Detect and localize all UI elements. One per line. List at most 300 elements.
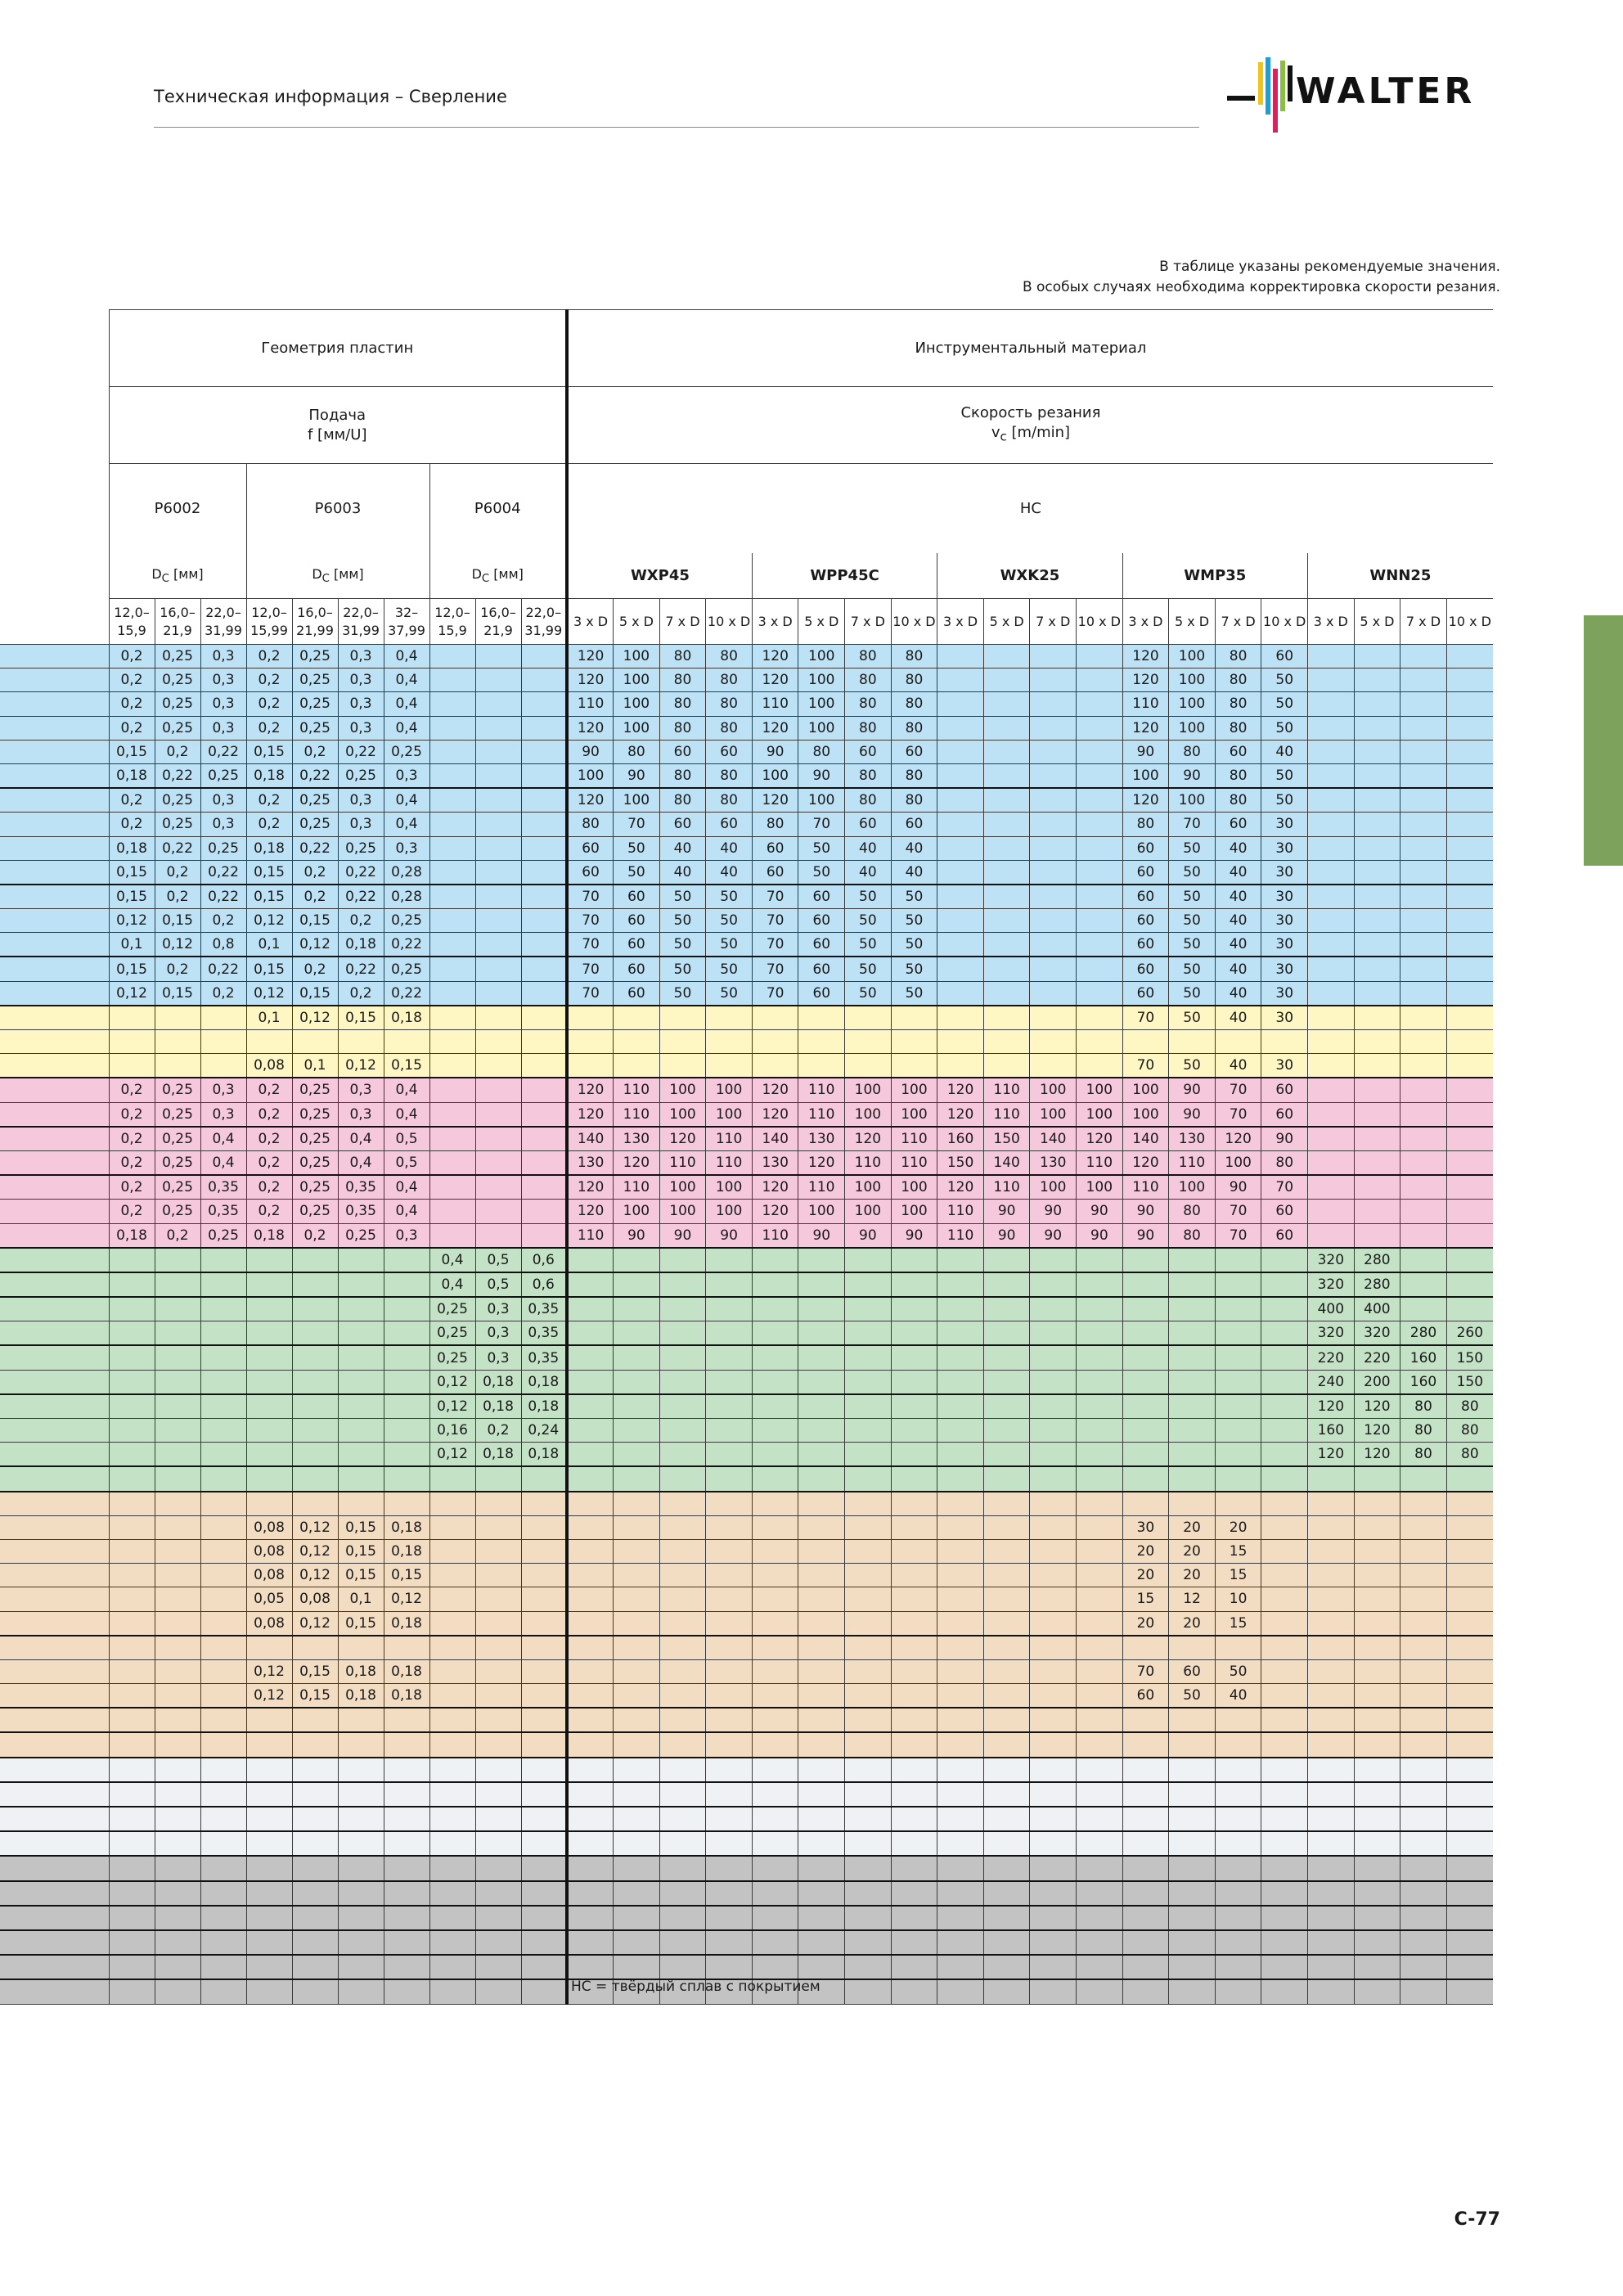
table-cell: 40 <box>706 860 753 885</box>
table-cell: 50 <box>1261 692 1308 716</box>
depth-4: 10 x D <box>891 599 937 645</box>
table-cell <box>1077 1906 1123 1930</box>
table-cell <box>1446 1930 1493 1955</box>
table-cell <box>659 1564 706 1587</box>
table-cell: 0,25 <box>155 1127 200 1151</box>
table-cell <box>1030 1345 1077 1370</box>
table-cell <box>109 1807 155 1831</box>
table-cell: 30 <box>1261 933 1308 957</box>
table-cell <box>475 1030 521 1054</box>
table-cell <box>1077 1030 1123 1054</box>
table-cell <box>1122 1466 1169 1491</box>
table-cell <box>521 740 567 763</box>
table-cell <box>200 1979 246 2004</box>
table-cell <box>798 1564 845 1587</box>
table-cell <box>1308 957 1355 981</box>
table-row <box>0 1223 1493 1248</box>
table-cell <box>475 1515 521 1539</box>
table-cell <box>1077 1659 1123 1683</box>
table-cell: 0,15 <box>338 1611 384 1636</box>
table-cell <box>1030 1321 1077 1346</box>
table-cell <box>1446 1006 1493 1030</box>
table-cell: 0,25 <box>155 1078 200 1102</box>
table-cell <box>983 1321 1030 1346</box>
table-cell <box>1030 1248 1077 1272</box>
table-cell <box>1354 1006 1400 1030</box>
table-cell: 140 <box>983 1150 1030 1175</box>
table-cell: 130 <box>752 1150 798 1175</box>
table-cell <box>1077 1930 1123 1955</box>
row-label-cell <box>0 1443 109 1467</box>
table-cell: 50 <box>845 909 892 933</box>
table-cell: 80 <box>1446 1443 1493 1467</box>
table-cell <box>1122 1248 1169 1272</box>
table-cell <box>384 1636 429 1660</box>
table-cell <box>845 1708 892 1732</box>
table-cell: 110 <box>983 1078 1030 1102</box>
table-cell <box>1354 1684 1400 1708</box>
table-cell <box>1446 1030 1493 1054</box>
table-cell <box>798 1539 845 1563</box>
table-cell: 0,2 <box>155 740 200 763</box>
table-cell <box>845 1587 892 1611</box>
table-cell <box>937 1443 984 1467</box>
table-cell <box>1400 716 1447 740</box>
geometry-title: Геометрия пластин <box>109 310 567 387</box>
table-cell <box>384 1758 429 1782</box>
table-cell <box>752 1930 798 1955</box>
table-cell <box>384 1297 429 1321</box>
table-cell <box>200 1006 246 1030</box>
table-cell: 60 <box>891 740 937 763</box>
table-cell: 120 <box>567 1078 614 1102</box>
table-cell <box>1354 1030 1400 1054</box>
table-cell <box>200 1345 246 1370</box>
table-cell: 60 <box>1261 1078 1308 1102</box>
table-cell: 0,4 <box>384 669 429 692</box>
table-cell: 90 <box>891 1223 937 1248</box>
table-cell <box>659 1881 706 1906</box>
table-cell <box>891 1831 937 1856</box>
table-cell <box>752 1272 798 1297</box>
table-cell <box>109 1272 155 1297</box>
table-cell: 60 <box>567 860 614 885</box>
table-cell <box>429 1955 475 1979</box>
table-cell: 50 <box>1169 981 1216 1006</box>
table-cell <box>1215 1345 1261 1370</box>
table-cell <box>200 1684 246 1708</box>
table-cell: 80 <box>891 692 937 716</box>
table-cell <box>475 1078 521 1102</box>
table-cell <box>1308 1636 1355 1660</box>
note <box>1023 257 1500 298</box>
table-cell: 0,18 <box>475 1443 521 1467</box>
table-cell <box>1077 1684 1123 1708</box>
table-cell <box>1030 1443 1077 1467</box>
table-cell <box>1169 1370 1216 1394</box>
table-cell <box>155 1370 200 1394</box>
table-cell <box>200 1297 246 1321</box>
table-cell <box>798 1272 845 1297</box>
table-cell <box>1400 1297 1447 1321</box>
table-cell: 60 <box>659 813 706 836</box>
hc-label: HC <box>567 464 1493 554</box>
table-cell: 140 <box>1030 1127 1077 1151</box>
table-cell: 160 <box>1308 1419 1355 1443</box>
table-cell <box>338 1732 384 1757</box>
table-cell <box>292 1636 338 1660</box>
table-cell: 0,8 <box>200 933 246 957</box>
table-cell: 90 <box>1169 763 1216 788</box>
table-cell: 0,18 <box>384 1684 429 1708</box>
table-cell: 0,35 <box>521 1321 567 1346</box>
table-cell: 90 <box>1215 1175 1261 1200</box>
table-cell <box>1308 1515 1355 1539</box>
footnote: HC = твёрдый сплав с покрытием <box>571 1979 820 1995</box>
table-cell <box>1122 1906 1169 1930</box>
table-cell <box>429 1881 475 1906</box>
table-cell <box>1400 836 1447 860</box>
table-cell <box>109 1466 155 1491</box>
table-cell: 120 <box>659 1127 706 1151</box>
table-row <box>0 1272 1493 1297</box>
table-cell <box>1308 1492 1355 1516</box>
table-cell <box>475 1684 521 1708</box>
table-cell <box>1030 1684 1077 1708</box>
table-cell <box>521 1466 567 1491</box>
table-cell: 100 <box>891 1102 937 1127</box>
table-cell <box>384 1248 429 1272</box>
table-cell <box>1030 981 1077 1006</box>
table-cell: 160 <box>937 1127 984 1151</box>
table-cell: 70 <box>1122 1659 1169 1683</box>
row-label-cell <box>0 1732 109 1757</box>
table-cell <box>429 1684 475 1708</box>
table-cell: 0,6 <box>521 1248 567 1272</box>
table-cell <box>429 1708 475 1732</box>
table-cell <box>752 1564 798 1587</box>
table-cell <box>429 1078 475 1102</box>
table-cell <box>567 1930 614 1955</box>
table-cell <box>521 1611 567 1636</box>
table-cell <box>706 1443 753 1467</box>
table-cell <box>429 1659 475 1683</box>
table-cell <box>706 1564 753 1587</box>
table-cell: 0,15 <box>338 1564 384 1587</box>
table-cell: 30 <box>1261 813 1308 836</box>
table-cell <box>891 1030 937 1054</box>
row-label-cell <box>0 1345 109 1370</box>
table-cell: 80 <box>706 716 753 740</box>
table-cell <box>659 1394 706 1419</box>
table-cell: 0,2 <box>155 957 200 981</box>
table-cell <box>429 1564 475 1587</box>
table-cell: 0,22 <box>292 836 338 860</box>
table-cell <box>1308 763 1355 788</box>
table-cell: 60 <box>798 933 845 957</box>
table-cell: 100 <box>1122 1102 1169 1127</box>
table-cell: 0,25 <box>155 788 200 813</box>
table-cell: 90 <box>706 1223 753 1248</box>
table-cell <box>1261 1030 1308 1054</box>
table-cell <box>1354 1539 1400 1563</box>
table-cell <box>1400 1492 1447 1516</box>
table-cell <box>384 1955 429 1979</box>
table-cell <box>292 1419 338 1443</box>
table-cell <box>1354 1611 1400 1636</box>
table-cell <box>937 1370 984 1394</box>
table-cell <box>1261 1587 1308 1611</box>
table-cell <box>521 1807 567 1831</box>
table-cell <box>475 860 521 885</box>
table-cell <box>1077 1708 1123 1732</box>
table-cell <box>155 1587 200 1611</box>
table-cell <box>752 1054 798 1078</box>
table-cell <box>200 1248 246 1272</box>
table-cell <box>798 1370 845 1394</box>
table-cell: 280 <box>1354 1248 1400 1272</box>
table-cell <box>614 1539 660 1563</box>
table-cell: 60 <box>798 957 845 981</box>
table-cell <box>567 1515 614 1539</box>
table-cell: 0,4 <box>200 1150 246 1175</box>
table-cell <box>246 1345 292 1370</box>
table-cell: 0,15 <box>338 1539 384 1563</box>
table-cell <box>338 1708 384 1732</box>
table-cell: 80 <box>891 716 937 740</box>
table-cell: 100 <box>1169 669 1216 692</box>
table-cell <box>475 669 521 692</box>
table-cell <box>752 1394 798 1419</box>
table-cell <box>1354 1223 1400 1248</box>
table-cell <box>429 957 475 981</box>
table-cell <box>614 1611 660 1636</box>
table-cell <box>521 1708 567 1732</box>
table-cell <box>521 1078 567 1102</box>
table-cell <box>983 1443 1030 1467</box>
depth-1: 3 x D <box>567 599 614 645</box>
table-cell <box>475 1466 521 1491</box>
table-cell <box>429 645 475 669</box>
table-cell <box>429 1175 475 1200</box>
table-cell <box>798 1492 845 1516</box>
table-row <box>0 1684 1493 1708</box>
table-cell: 80 <box>1215 716 1261 740</box>
table-cell <box>891 1297 937 1321</box>
table-cell <box>1446 957 1493 981</box>
table-cell: 120 <box>752 716 798 740</box>
table-cell <box>567 1272 614 1297</box>
table-cell: 60 <box>614 909 660 933</box>
table-cell <box>475 1636 521 1660</box>
table-cell <box>983 933 1030 957</box>
table-row <box>0 1732 1493 1757</box>
table-cell <box>891 1906 937 1930</box>
table-cell <box>798 1906 845 1930</box>
table-cell: 100 <box>1169 1175 1216 1200</box>
table-cell: 30 <box>1261 860 1308 885</box>
table-cell <box>798 1732 845 1757</box>
table-cell <box>1308 1906 1355 1930</box>
table-cell <box>937 1782 984 1807</box>
table-cell <box>1446 1856 1493 1880</box>
table-cell <box>798 1831 845 1856</box>
table-cell: 70 <box>752 981 798 1006</box>
table-cell <box>521 1659 567 1683</box>
table-cell <box>614 1370 660 1394</box>
table-cell: 0,22 <box>155 836 200 860</box>
table-cell: 90 <box>1122 740 1169 763</box>
table-cell: 140 <box>752 1127 798 1151</box>
table-cell <box>1446 1587 1493 1611</box>
table-cell <box>798 1297 845 1321</box>
table-row <box>0 957 1493 981</box>
table-cell <box>983 692 1030 716</box>
table-cell: 0,18 <box>384 1611 429 1636</box>
table-cell <box>614 1881 660 1906</box>
table-cell: 80 <box>845 645 892 669</box>
table-row <box>0 692 1493 716</box>
table-cell: 0,18 <box>384 1539 429 1563</box>
table-cell: 50 <box>1169 860 1216 885</box>
table-cell <box>983 1515 1030 1539</box>
table-cell: 0,18 <box>246 763 292 788</box>
table-cell: 0,35 <box>521 1345 567 1370</box>
table-cell: 10 <box>1215 1587 1261 1611</box>
table-cell: 120 <box>1122 669 1169 692</box>
table-cell: 110 <box>937 1223 984 1248</box>
table-cell <box>567 1636 614 1660</box>
table-cell <box>1215 1758 1261 1782</box>
table-cell <box>475 1150 521 1175</box>
table-cell: 80 <box>891 763 937 788</box>
table-cell <box>1077 1370 1123 1394</box>
row-label-cell <box>0 1321 109 1346</box>
table-cell <box>706 1466 753 1491</box>
table-row <box>0 1831 1493 1856</box>
table-cell <box>384 1979 429 2004</box>
table-cell <box>521 1102 567 1127</box>
table-cell <box>1261 1345 1308 1370</box>
table-cell: 0,2 <box>109 1102 155 1127</box>
table-cell: 90 <box>614 1223 660 1248</box>
speed-header: Скорость резания $v_c$ [m/min] <box>567 387 1493 464</box>
table-cell <box>798 1881 845 1906</box>
table-cell <box>1400 788 1447 813</box>
table-cell <box>937 1492 984 1516</box>
table-cell: 0,12 <box>429 1443 475 1467</box>
cutting-data-table-wrap <box>0 309 1493 2005</box>
table-cell: 0,18 <box>246 836 292 860</box>
table-cell: 0,22 <box>292 763 338 788</box>
row-label-cell <box>0 763 109 788</box>
table-cell <box>937 981 984 1006</box>
table-row <box>0 1078 1493 1102</box>
row-label-cell <box>0 1684 109 1708</box>
table-cell <box>1446 885 1493 909</box>
table-cell <box>246 1297 292 1321</box>
table-cell <box>1400 1979 1447 2004</box>
table-cell <box>752 1732 798 1757</box>
table-cell: 120 <box>1122 716 1169 740</box>
table-cell <box>475 1732 521 1757</box>
table-cell <box>1400 1515 1447 1539</box>
table-cell <box>109 1297 155 1321</box>
table-cell <box>521 1175 567 1200</box>
table-cell <box>246 1419 292 1443</box>
table-cell: 0,2 <box>246 1078 292 1102</box>
table-cell <box>1446 1636 1493 1660</box>
table-cell: 0,2 <box>292 860 338 885</box>
table-cell <box>475 1054 521 1078</box>
table-row <box>0 1515 1493 1539</box>
table-cell <box>1261 1515 1308 1539</box>
table-cell <box>798 1782 845 1807</box>
table-cell <box>706 1370 753 1394</box>
table-cell: 0,2 <box>109 645 155 669</box>
grade-wnn25: WNN25 <box>1308 553 1493 599</box>
table-cell <box>1122 1370 1169 1394</box>
table-cell <box>937 1611 984 1636</box>
table-cell <box>1030 860 1077 885</box>
table-cell: 15 <box>1215 1611 1261 1636</box>
table-cell: 0,4 <box>338 1150 384 1175</box>
table-cell <box>937 1659 984 1683</box>
table-cell <box>1354 669 1400 692</box>
table-cell <box>937 1684 984 1708</box>
table-cell <box>659 1370 706 1394</box>
table-cell <box>1308 740 1355 763</box>
table-cell <box>1030 1906 1077 1930</box>
table-cell <box>891 1419 937 1443</box>
table-cell: 50 <box>1261 716 1308 740</box>
table-cell <box>246 1030 292 1054</box>
row-label-cell <box>0 933 109 957</box>
table-cell <box>1446 1611 1493 1636</box>
table-cell <box>429 1466 475 1491</box>
table-cell <box>706 1732 753 1757</box>
table-cell <box>937 1030 984 1054</box>
table-cell: 0,3 <box>200 692 246 716</box>
table-cell <box>429 1515 475 1539</box>
table-cell <box>292 1758 338 1782</box>
table-cell: 200 <box>1354 1370 1400 1394</box>
table-cell: 100 <box>752 763 798 788</box>
table-cell <box>155 1321 200 1346</box>
table-cell <box>292 1930 338 1955</box>
table-cell: 70 <box>752 957 798 981</box>
table-cell: 100 <box>891 1078 937 1102</box>
table-cell: 40 <box>1215 836 1261 860</box>
table-cell <box>567 1758 614 1782</box>
table-cell <box>384 1906 429 1930</box>
table-cell <box>1077 909 1123 933</box>
table-cell: 60 <box>1122 909 1169 933</box>
table-cell <box>891 1659 937 1683</box>
insert-p6004: P6004 <box>429 464 567 554</box>
table-cell <box>429 1150 475 1175</box>
table-cell <box>521 1955 567 1979</box>
table-cell <box>706 1030 753 1054</box>
table-cell <box>614 1684 660 1708</box>
table-cell <box>706 1684 753 1708</box>
table-cell <box>845 1930 892 1955</box>
table-cell: 50 <box>891 885 937 909</box>
table-row <box>0 836 1493 860</box>
table-cell <box>659 1297 706 1321</box>
table-cell <box>1446 1492 1493 1516</box>
table-cell <box>983 1394 1030 1419</box>
